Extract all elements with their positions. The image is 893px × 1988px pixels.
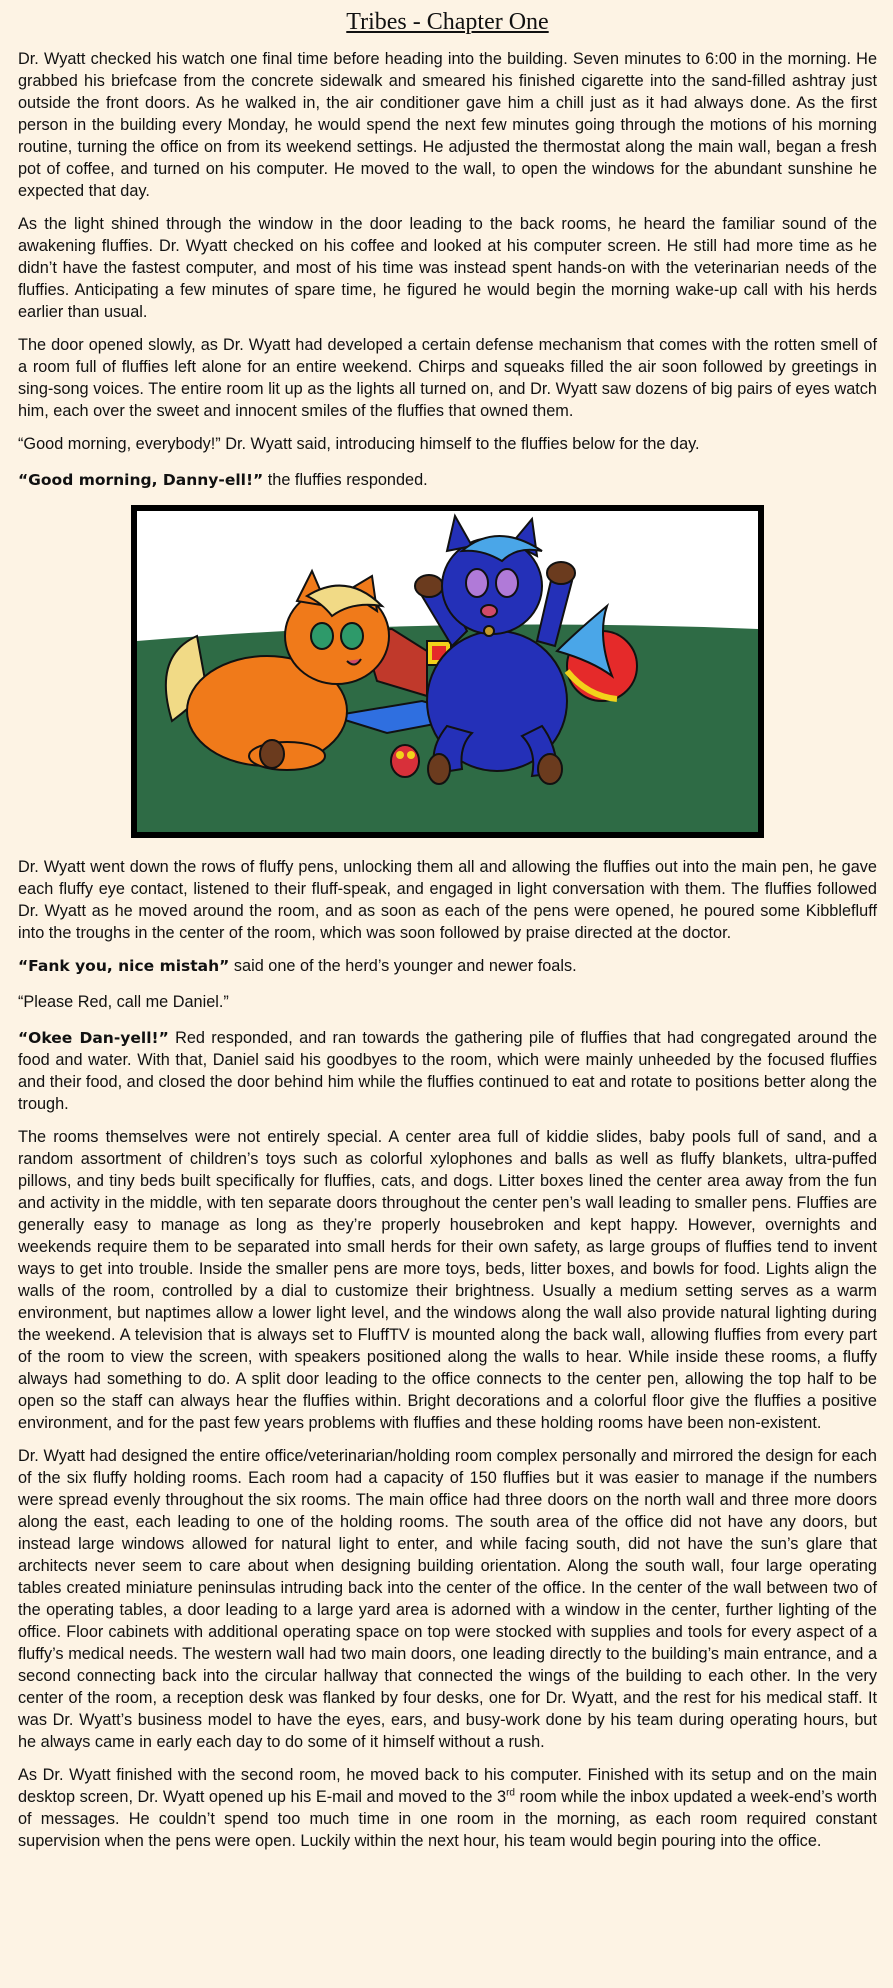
paragraph-7	[18, 955, 877, 977]
red-foal-body	[391, 745, 419, 777]
blue-fluffy-collar-tag	[484, 626, 494, 636]
paragraph-1: Dr. Wyatt checked his watch one final time before heading into the building. Seven minutes to 6:00 in the morning. He grabbed his briefcase from the concrete sidewalk and smeared his finished cigarette into the sand-filled ashtray just outside the front doors. As he walked in, the air conditioner gave him a chill just as it had always done. As the first person in the building every Monday, he would spend the next few minutes going through the motions of his morning routine, turning the office on from its weekend settings. He adjusted the thermostat along the main wall, began a fresh pot of coffee, and turned on his computer. He moved to the wall, to open the windows for the abundant sunshine he expected that day.	[18, 50, 877, 200]
paragraph-7-rest: said one of the herd’s younger and newer foals.	[229, 957, 577, 975]
paragraph-4: “Good morning, everybody!” Dr. Wyatt said, introducing himself to the fluffies below for the day.	[18, 435, 700, 453]
blue-fluffy-eye-right	[496, 569, 518, 597]
story-illustration	[131, 505, 764, 838]
paragraph-11: Dr. Wyatt had designed the entire office/veterinarian/holding room complex personally and mirrored the design for each of the six fluffy holding rooms. Each room had a capacity of 150 fluffies but it was easier to manage if the numbers were spread evenly throughout the six rooms. The main office had three doors on the north wall and three more doors along the east, each leading to one of the holding rooms. The south area of the office did not have any doors, but instead large windows allowed for natural light to enter, and while facing south, did not have the sun’s glare that architects never seem to care about when designing building orientation. Along the south wall, four large operating tables created miniature peninsulas intruding back into the center of the office. In the center of the wall between two of the operating tables, a door leading to a large yard area is adorned with a window in the center, further lighting of the office. Floor cabinets with additional operating space on top were stocked with supplies and tools for every aspect of a fluffy’s medical needs. The western wall had two main doors, one leading directly to the building’s main entrance, and a second connecting back into the circular hallway that connected the wings of the building to each other. In the very center of the room, a reception desk was flanked by four desks, one for Dr. Wyatt, and the rest for his medical staff. It was Dr. Wyatt’s business model to have the eyes, ears, and busy-work done by his team during operating hours, but he always came in early each day to do some of it himself without a rush.	[18, 1447, 877, 1751]
paragraph-9-rest: Red responded, and ran towards the gathering pile of fluffies that had congregated around the food and water. With that, Daniel said his goodbyes to the room, which were mainly unheeded by the focused fluffies and their food, and closed the door behind him while the fluffies continued to eat and rotate to positions better along the trough.	[18, 1029, 877, 1113]
blue-fluffy-eye-left	[466, 569, 488, 597]
ordinal-suffix: rd	[506, 1787, 515, 1799]
orange-fluffy-hoof	[260, 740, 284, 768]
fluffies-illustration	[137, 511, 758, 832]
paragraph-5	[18, 469, 877, 491]
paragraph-9	[18, 1027, 877, 1115]
paragraph-2: As the light shined through the window in the door leading to the back rooms, he heard the familiar sound of the awakening fluffies. Dr. Wyatt checked on his coffee and looked at his computer screen. He still had more time as he didn’t have the fastest computer, and most of his time was instead spent hands-on with the veterinarian needs of the fluffies. Anticipating a few minutes of spare time, he figured he would begin the morning wake-up call with his herds earlier than usual.	[18, 215, 877, 321]
red-reply: “Okee Dan-yell!”	[18, 1029, 169, 1047]
fluffies-greeting: “Good morning, Danny-ell!”	[18, 471, 264, 489]
document-title: Tribes - Chapter One	[346, 9, 549, 35]
paragraph-6: Dr. Wyatt went down the rows of fluffy pens, unlocking them all and allowing the fluffies out into the main pen, he gave each fluffy eye contact, listened to their fluff-speak, and engaged in light conversation with them. The fluffies followed Dr. Wyatt as he moved around the room, and as soon as each of the pens were opened, he poured some Kibblefluff into the troughs in the center of the room, which was soon followed by praise directed at the doctor.	[18, 858, 877, 942]
foal-thanks: “Fank you, nice mistah”	[18, 957, 230, 975]
paragraph-10: The rooms themselves were not entirely special. A center area full of kiddie slides, baby pools full of sand, and a random assortment of children’s toys such as colorful xylophones and balls as well as fluffy blankets, ultra-puffed pillows, and tiny beds built specifically for fluffies, cats, and dogs. Litter boxes lined the center area away from the fun and activity in the middle, with ten separate doors throughout the center pen’s wall leading to smaller pens. Fluffies are generally easy to manage as long as they’re properly housebroken and kept happy. However, overnights and weekends require them to be separated into small herds for their own safety, as large groups of fluffies tend to invent ways to get into trouble. Inside the smaller pens are more toys, beds, litter boxes, and bowls for food. Lights align the walls of the room, controlled by a dial to customize their brightness. Usually a medium setting serves as a warm environment, but naptimes allow a lower light level, and the windows along the wall also provide natural lighting during the weekend. A television that is always set to FluffTV is mounted along the back wall, allowing fluffies from every part of the room to view the screen, with speakers positioned along the walls to hear. While inside these rooms, a fluffy always had something to do. A split door leading to the office connects to the center pen, allowing the top half to be open so the staff can always hear the fluffies within. Bright decorations and a colorful floor give the fluffies a positive environment, and for the past few years problems with fluffies and these holding rooms have been non-existent.	[18, 1128, 877, 1432]
paragraph-12-end: room while the inbox updated a week-end’s worth of messages. He couldn’t spend too much time in one room in the morning, as each room required constant supervision when the pens were open. Luckily within the next hour, his team would begin pouring into the office.	[18, 1788, 878, 1850]
paragraph-12-start: As Dr. Wyatt finished with the second room, he moved back to his computer. Finished with its setup and on the main desktop screen, Dr. Wyatt opened up his E-mail and moved to the 3	[18, 1766, 877, 1806]
blue-fluffy-mouth	[481, 605, 497, 617]
paragraph-8: “Please Red, call me Daniel.”	[18, 993, 229, 1011]
orange-fluffy-eye-right	[341, 623, 363, 649]
paragraph-3: The door opened slowly, as Dr. Wyatt had developed a certain defense mechanism that comes with the rotten smell of a room full of fluffies left alone for an entire weekend. Chirps and squeaks filled the air soon followed by greetings in sing-song voices. The entire room lit up as the lights all turned on, and Dr. Wyatt saw dozens of big pairs of eyes watch him, each over the sweet and innocent smiles of the fluffies that owned them.	[18, 336, 877, 420]
paragraph-5-rest: the fluffies responded.	[263, 471, 428, 489]
orange-fluffy-eye-left	[311, 623, 333, 649]
paragraph-12	[18, 1764, 877, 1852]
